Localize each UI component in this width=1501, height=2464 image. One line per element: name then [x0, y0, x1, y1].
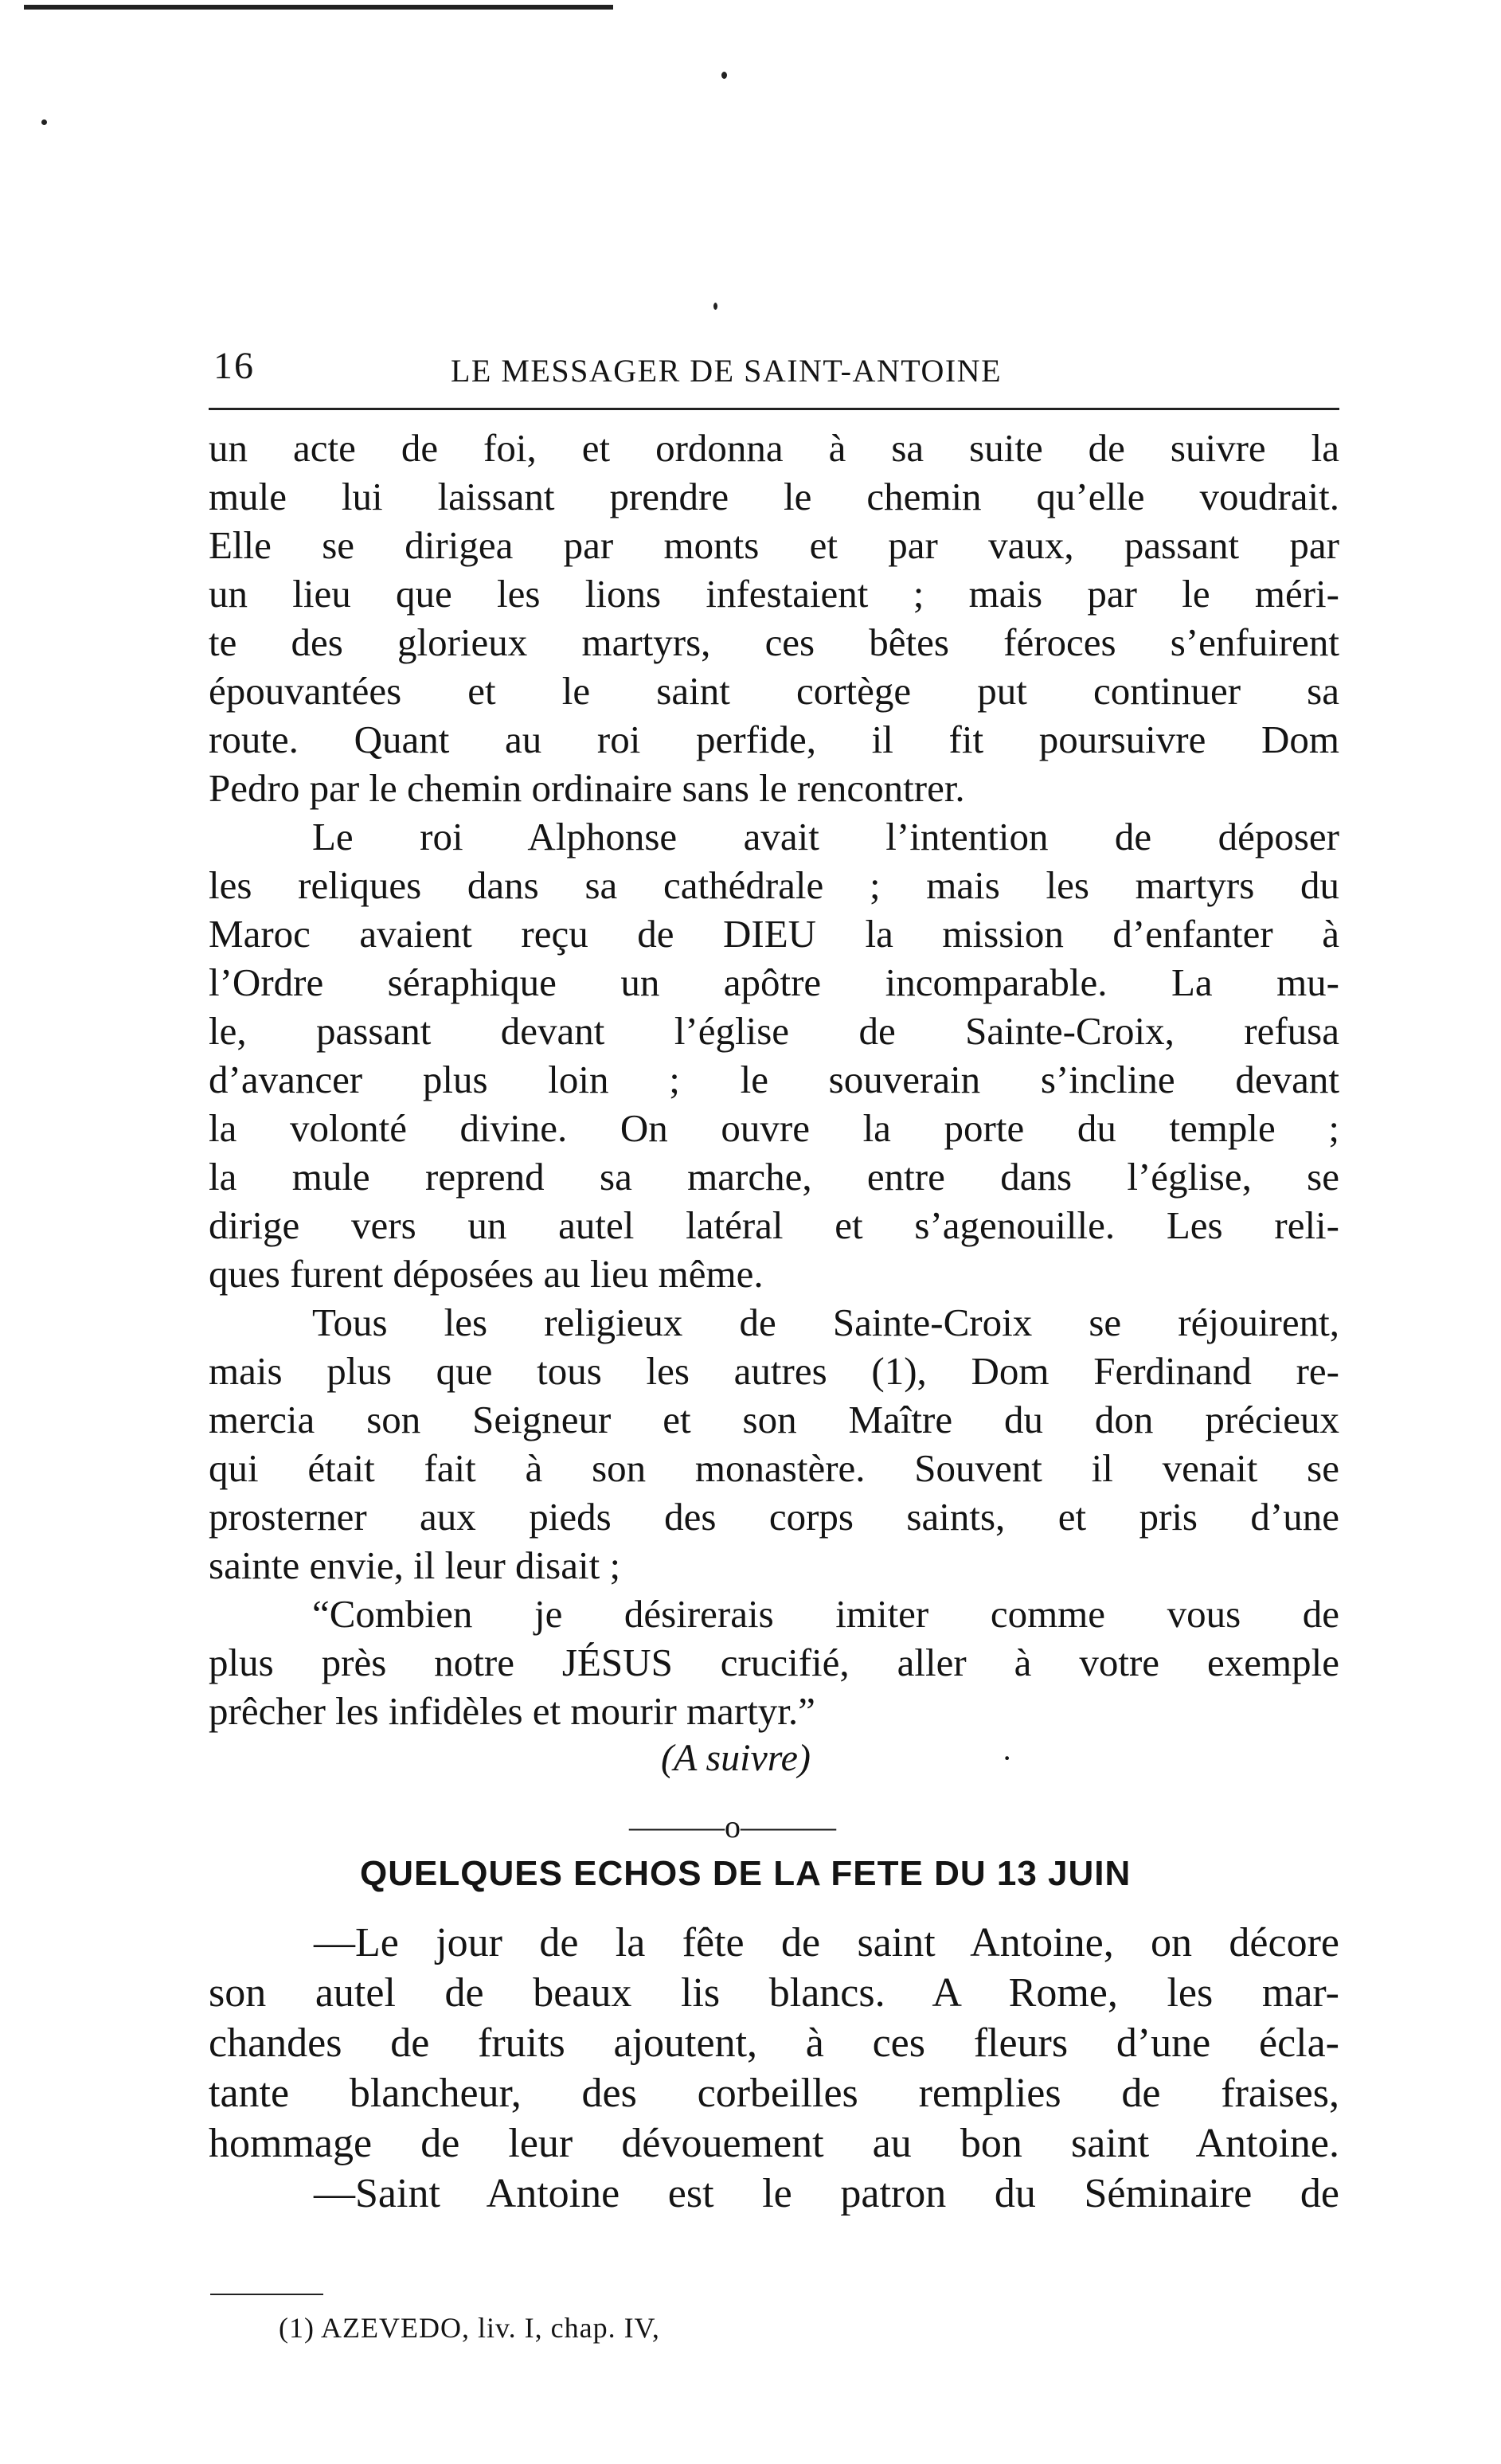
text-line: d’avancer plus loin ; le souverain s’incline devant [209, 1058, 1339, 1101]
text-line: prosterner aux pieds des corps saints, et pris d’une [209, 1495, 1339, 1539]
print-speck: · [1002, 1740, 1013, 1776]
print-speck [713, 303, 717, 310]
text-line: la volonté divine. On ouvre la porte du temple ; [209, 1106, 1339, 1150]
print-speck [721, 72, 727, 79]
footnote: (1) AZEVEDO, liv. I, chap. IV, [279, 2312, 660, 2344]
text-line: Pedro par le chemin ordinaire sans le rencontrer. [209, 766, 965, 810]
text-line: “Combien je désirerais imiter comme vous de [312, 1592, 1339, 1636]
text-line: route. Quant au roi perfide, il fit poursuivre Dom [209, 718, 1339, 761]
top-border-rule [24, 5, 613, 10]
header-rule [209, 408, 1339, 410]
text-line: Elle se dirigea par monts et par vaux, passant par [209, 523, 1339, 567]
print-speck [41, 119, 47, 125]
text-line: ques furent déposées au lieu même. [209, 1252, 764, 1296]
text-line: l’Ordre séraphique un apôtre incomparable. La mu- [209, 960, 1339, 1004]
text-line: tante blancheur, des corbeilles remplies de fraises, [209, 2071, 1339, 2116]
text-line: Maroc avaient reçu de DIEU la mission d’enfanter à [209, 912, 1339, 956]
section-title: QUELQUES ECHOS DE LA FETE DU 13 JUIN [360, 1854, 1132, 1893]
text-line: dirige vers un autel latéral et s’agenouille. Les reli- [209, 1203, 1339, 1247]
page-number: 16 [213, 345, 255, 387]
text-line: les reliques dans sa cathédrale ; mais les martyrs du [209, 863, 1339, 907]
text-line: Tous les religieux de Sainte-Croix se réjouirent, [312, 1300, 1339, 1344]
text-line: la mule reprend sa marche, entre dans l’église, se [209, 1155, 1339, 1199]
text-line: plus près notre JÉSUS crucifié, aller à votre exemple [209, 1641, 1339, 1684]
text-line: te des glorieux martyrs, ces bêtes féroces s’enfuirent [209, 620, 1339, 664]
section-text [209, 1918, 1339, 2219]
text-line: un lieu que les lions infestaient ; mais par le méri- [209, 572, 1339, 616]
page-header [213, 344, 1341, 400]
text-line: épouvantées et le saint cortège put continuer sa [209, 669, 1339, 713]
text-line: sainte envie, il leur disait ; [209, 1543, 621, 1587]
to-be-continued: (A suivre) [661, 1737, 811, 1779]
footnote-rule [210, 2294, 323, 2295]
text-line: chandes de fruits ajoutent, à ces fleurs d’une écla- [209, 2020, 1339, 2066]
text-line: un acte de foi, et ordonna à sa suite de suivre la [209, 426, 1339, 470]
text-line: prêcher les infidèles et mourir martyr.” [209, 1689, 815, 1733]
text-line: le, passant devant l’église de Sainte-Croix, refusa [209, 1009, 1339, 1053]
text-line: —Le jour de la fête de saint Antoine, on décore [314, 1920, 1339, 1965]
text-line: son autel de beaux lis blancs. A Rome, les mar- [209, 1970, 1339, 2016]
text-line: Le roi Alphonse avait l’intention de déposer [312, 815, 1339, 858]
section-divider: ———o——— [629, 1809, 836, 1844]
text-line: mule lui laissant prendre le chemin qu’elle voudrait. [209, 475, 1339, 518]
text-line: mercia son Seigneur et son Maître du don précieux [209, 1398, 1339, 1441]
text-line: hommage de leur dévouement au bon saint Antoine. [209, 2121, 1339, 2166]
text-line: qui était fait à son monastère. Souvent il venait se [209, 1446, 1339, 1490]
running-head: LE MESSAGER DE SAINT-ANTOINE [451, 353, 1002, 389]
text-line: mais plus que tous les autres (1), Dom Ferdinand re- [209, 1349, 1339, 1393]
body-text [209, 424, 1339, 1735]
text-line: —Saint Antoine est le patron du Séminaire de [314, 2171, 1339, 2216]
